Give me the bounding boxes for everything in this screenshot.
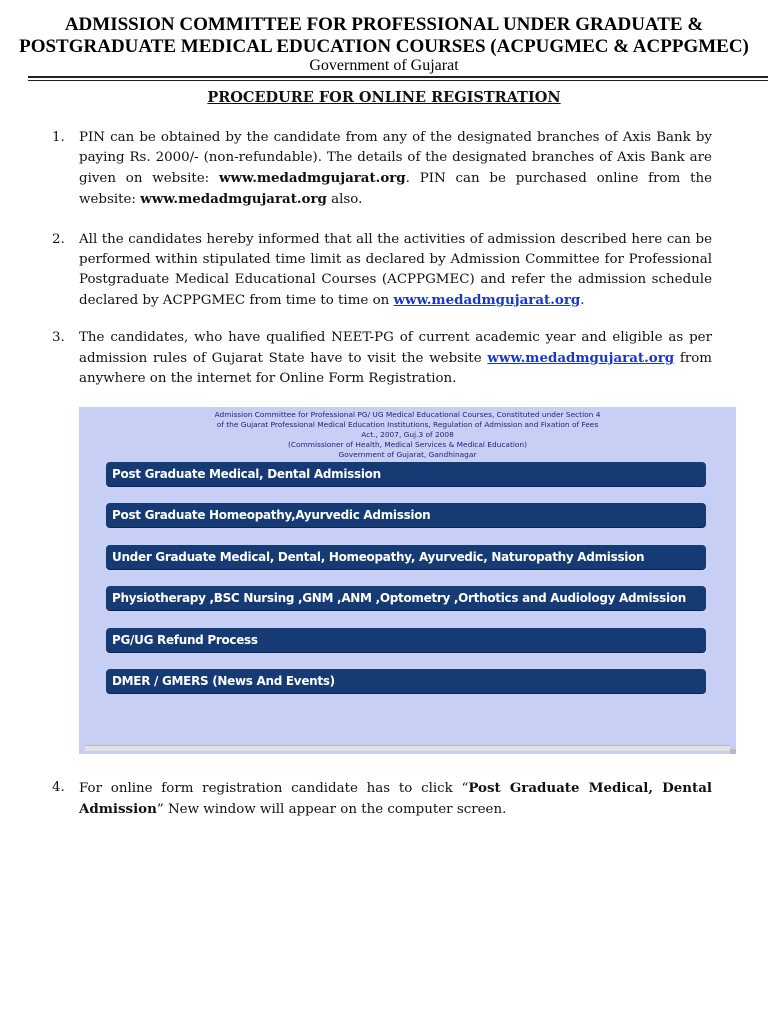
physiotherapy-nursing-admission-button[interactable]: Physiotherapy ,BSC Nursing ,GNM ,ANM ,Optometry ,Orthotics and Audiology Admission — [106, 586, 706, 610]
list-text: All the candidates hereby informed that all the activities of admission described here can be performed within stipulated time limit as declared by Admission Committee for Professional Postgraduate Medical Educational Courses (ACPPGMEC) and refer the admission schedule declared by ACPPGMEC from time to time on www.medadmgujarat.org. — [79, 232, 712, 308]
list-number: 3. — [52, 330, 65, 345]
list-text: The candidates, who have qualified NEET-PG of current academic year and eligible as per admission rules of Gujarat State have to visit the website www.medadmgujarat.org from anywhere on the internet for Online Form Registration. — [79, 330, 712, 386]
horizontal-scrollbar[interactable] — [85, 745, 730, 751]
list-item-1 — [52, 128, 712, 210]
header-rule-thick — [28, 76, 768, 78]
header-line-1: ADMISSION COMMITTEE FOR PROFESSIONAL UNDER GRADUATE & — [64, 14, 704, 35]
page-title: PROCEDURE FOR ONLINE REGISTRATION — [207, 89, 561, 106]
header-line-2: POSTGRADUATE MEDICAL EDUCATION COURSES (ACPUGMEC & ACPPGMEC) — [19, 36, 749, 57]
list-item-4 — [52, 778, 712, 820]
screenshot-header: Admission Committee for Professional PG/ UG Medical Educational Courses, Constituted under Section 4 of the Gujarat Professional Medical Education Institutions, Regulation of Admission and Fixation of Fees Act., 2007, Guj.3 of 2008 (Commissioner of Health, Medical Services & Medical Education) Government of Gujarat, Gandhinagar — [214, 410, 601, 459]
refund-process-button[interactable]: PG/UG Refund Process — [106, 628, 706, 652]
list-item-2 — [52, 230, 712, 311]
header-rule-thin — [28, 80, 768, 81]
header-line-3: Government of Gujarat — [309, 57, 459, 74]
website-text: www.medadmgujarat.org — [218, 170, 406, 186]
website-link[interactable]: www.medadmgujarat.org — [393, 292, 581, 308]
list-number: 1. — [52, 130, 65, 145]
list-item-3 — [52, 328, 712, 389]
scroll-corner — [730, 749, 736, 754]
website-screenshot — [79, 407, 736, 754]
list-text: PIN can be obtained by the candidate from any of the designated branches of Axis Bank by paying Rs. 2000/- (non-refundable). The details of the designated branches of Axis Bank are given on website: www.medadmgujarat.org. PIN can be purchased online from the website: www.medadmgujarat.org also. — [79, 130, 713, 207]
website-text: www.medadmgujarat.org — [140, 191, 327, 207]
website-link[interactable]: www.medadmgujarat.org — [487, 350, 675, 366]
pg-homeopathy-ayurvedic-admission-button[interactable]: Post Graduate Homeopathy,Ayurvedic Admission — [106, 503, 706, 527]
list-text: For online form registration candidate has to click “Post Graduate Medical, Dental Admission” New window will appear on the computer screen. — [79, 780, 712, 817]
button-reference: Post Graduate Medical, Dental Admission — [79, 780, 712, 817]
news-events-button[interactable]: DMER / GMERS (News And Events) — [106, 669, 706, 693]
ug-admission-button[interactable]: Under Graduate Medical, Dental, Homeopathy, Ayurvedic, Naturopathy Admission — [106, 545, 706, 569]
pg-medical-dental-admission-button[interactable]: Post Graduate Medical, Dental Admission — [106, 462, 706, 486]
list-number: 2. — [52, 232, 65, 247]
list-number: 4. — [52, 780, 65, 795]
